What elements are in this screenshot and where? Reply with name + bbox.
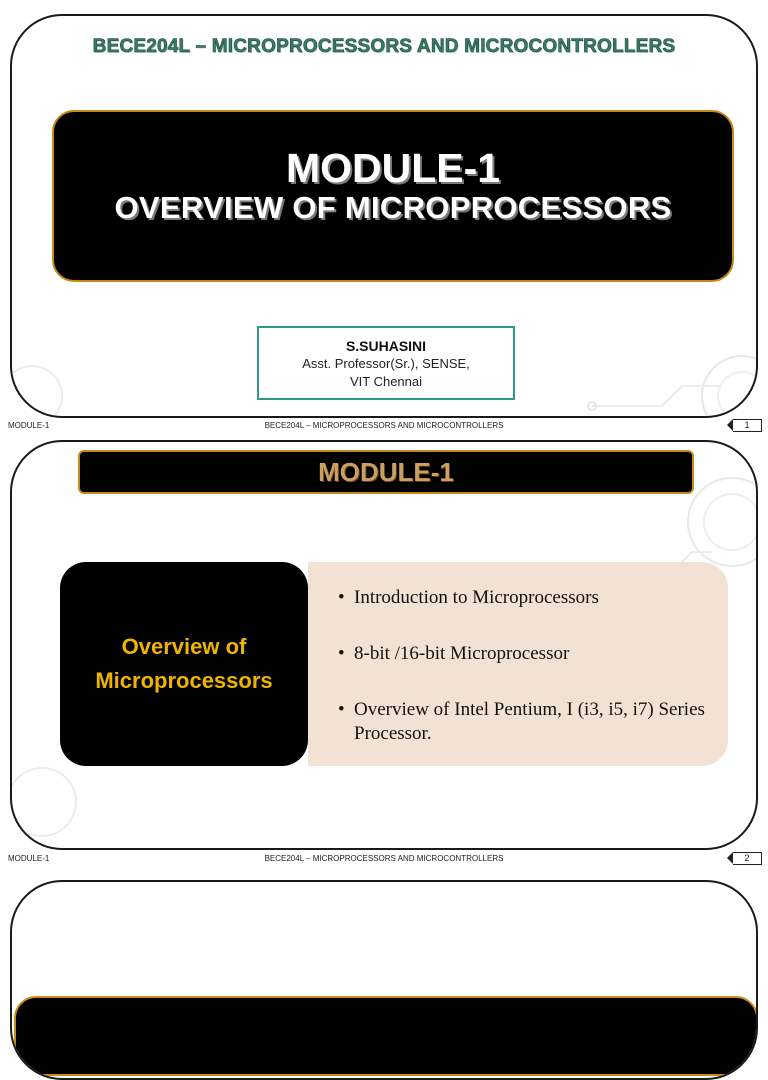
page-number: 2	[733, 852, 762, 865]
topic-item: • 8-bit /16-bit Microprocessor	[338, 642, 710, 666]
topic-list	[308, 562, 728, 746]
course-title: BECE204L – MICROPROCESSORS AND MICROCONTROLLERS	[92, 36, 676, 57]
footer-module: MODULE-1	[8, 854, 50, 863]
circuit-decoration	[12, 336, 132, 416]
author-role: Asst. Professor(Sr.), SENSE,	[302, 356, 470, 371]
footer-module: MODULE-1	[8, 421, 50, 430]
slide-1	[10, 14, 758, 418]
module-subtitle: OVERVIEW OF MICROPROCESSORS	[114, 190, 672, 225]
slide-2	[10, 440, 758, 850]
overview-label-box	[60, 562, 308, 766]
page-number: 1	[733, 419, 762, 432]
topic-item: • Overview of Intel Pentium, I (i3, i5, i7) Series Processor.	[338, 698, 710, 746]
module-title-banner	[14, 996, 758, 1076]
module-title: MODULE-1	[285, 145, 501, 191]
overview-label: Overview of Microprocessors	[95, 634, 273, 693]
module-header: MODULE-1	[78, 450, 694, 494]
slide-footer	[0, 852, 768, 866]
slide-footer	[0, 419, 768, 433]
slide-3	[10, 880, 758, 1080]
author-card	[257, 326, 515, 400]
footer-course: BECE204L – MICROPROCESSORS AND MICROCONTROLLERS	[264, 854, 504, 863]
footer-course: BECE204L – MICROPROCESSORS AND MICROCONTROLLERS	[264, 421, 504, 430]
module-title-banner	[52, 110, 734, 282]
author-name: S.SUHASINI	[345, 338, 427, 354]
author-institution: VIT Chennai	[349, 374, 423, 389]
topic-item: • Introduction to Microprocessors	[338, 586, 710, 610]
topic-list-box	[308, 562, 728, 766]
